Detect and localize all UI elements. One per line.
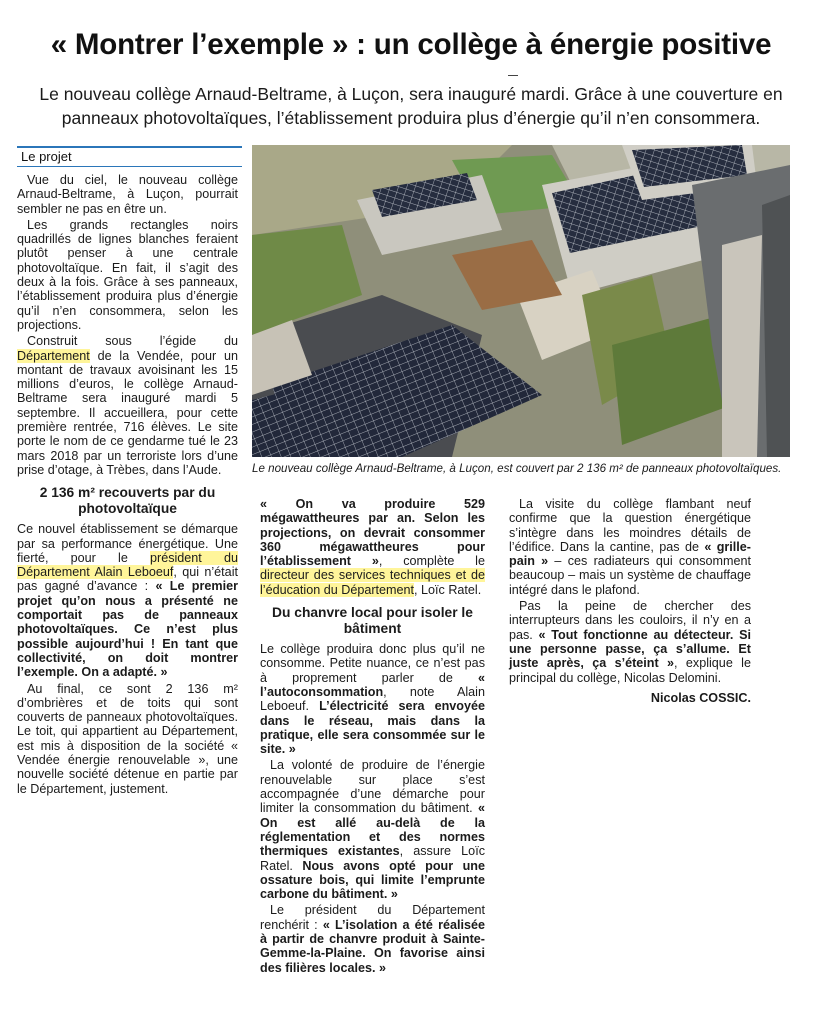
- highlighted-text: Département: [17, 348, 90, 363]
- section-rubric: Le projet: [17, 146, 242, 167]
- photo-caption: Le nouveau collège Arnaud-Beltrame, à Luçon, est couvert par 2 136 m² de panneaux photovoltaïques.: [252, 462, 782, 475]
- paragraph: [509, 497, 751, 597]
- standfirst: Le nouveau collège Arnaud-Beltrame, à Luçon, sera inauguré mardi. Grâce à une couverture en panneaux photovoltaïques, l’établissement produira plus d’énergie qu’il n’en consommera.: [39, 84, 783, 128]
- paragraph: [260, 903, 485, 974]
- paragraph: Vue du ciel, le nouveau collège Arnaud-Beltrame, à Luçon, pourrait sembler ne pas en être un.: [17, 173, 238, 216]
- text: Ce nouvel établissement se démarque par sa performance énergétique. Une fierté, pour le: [17, 522, 238, 565]
- paragraph: Au final, ce sont 2 136 m² d’ombrières et de toits qui sont couverts de panneaux photovoltaïques. Le toit, qui appartient au Département, est mis à disposition de la société « Vendée énergie renouvelable », une nouvelle société détenue en partie par le Département, justement.: [17, 681, 238, 796]
- text: de la Vendée, pour un montant de travaux avoisinant les 15 millions d’euros, le collège Arnaud-Beltrame sera inauguré mardi 5 septembre. Il accueillera, pour cette première rentrée, 716 élèves. Le site porte le nom de ce gendarme tué le 23 mars 2018 par un terroriste lors d’une prise d’otage, à Trèbes, dans l’Aude.: [17, 348, 238, 477]
- article-column-1: [17, 173, 238, 796]
- paragraph: Les grands rectangles noirs quadrillés de lignes blanches feraient plutôt penser à une centrale photovoltaïque. En fait, il s’agit des deux à la fois. Grâce à ses panneaux, l’établissement produira plus d’énergie qu’il n’en consommera, selon les projections.: [17, 217, 238, 332]
- quote: « grille-pain »: [509, 539, 751, 569]
- quote: « On va produire 529 mégawattheures par an. Selon les projections, on devrait consommer 360 mégawattheures pour l’établissement »: [260, 497, 485, 569]
- text: Le président du Département renchérit :: [260, 903, 485, 932]
- text: – ces radiateurs qui consomment beaucoup – mais un système de chauffage intégré dans le plafond.: [509, 554, 751, 597]
- article-column-3: [509, 497, 751, 705]
- aerial-photo: [252, 145, 790, 457]
- subheading: 2 136 m² recouverts par du photovoltaïque: [39, 485, 216, 516]
- subheading: Du chanvre local pour isoler le bâtiment: [272, 605, 473, 636]
- text: , assure Loïc Ratel.: [260, 844, 485, 873]
- quote: Nous avons opté pour une ossature bois, qui limite l’emprunte carbone du bâtiment. »: [260, 858, 485, 902]
- byline: Nicolas COSSIC.: [650, 690, 751, 705]
- text: , qui n’était pas gagné d’avance :: [17, 565, 238, 594]
- text: La visite du collège flambant neuf confirme que la question énergétique s’intègre dans les moindres détails de l’édifice. Dans la cantine, pas de: [509, 497, 751, 554]
- paragraph: [17, 334, 238, 477]
- text: , explique le principal du collège, Nicolas Delomini.: [509, 656, 751, 685]
- text: Pas la peine de chercher des interrupteurs dans les couloirs, il n’y en a pas.: [509, 599, 751, 642]
- quote: « l’autoconsommation: [260, 670, 485, 699]
- quote: « Le premier projet qu’on nous a présenté ne comportait pas de panneaux photovoltaïques. Ce n’est plus possible aujourd’hui ! En tant que collectivité, on doit montrer l’exemple. On a adapté. »: [17, 579, 239, 680]
- text: , note Alain Leboeuf.: [260, 684, 485, 714]
- highlighted-text: directeur des services techniques et de l’éducation du Département: [260, 568, 485, 597]
- paragraph: [260, 497, 485, 597]
- quote: L’électricité sera envoyée dans le réseau, mais dans la pratique, elle sera consommée sur le site. »: [260, 699, 485, 757]
- text: , Loïc Ratel.: [414, 582, 482, 597]
- text: La volonté de produire de l’énergie renouvelable sur place s’est accompagnée d’une démarche pour limiter la consommation du bâtiment.: [260, 758, 485, 816]
- paragraph: [260, 758, 485, 901]
- photo-illustration: [252, 145, 790, 457]
- quote: « Tout fonctionne au détecteur. Si une personne passe, ça s’allume. Et juste après, ça s’éteint »: [509, 627, 751, 671]
- highlighted-text: président du Département Alain Leboeuf: [17, 550, 238, 580]
- divider: [508, 75, 518, 76]
- quote: « On est allé au-delà de la réglementation et des normes thermiques existantes: [260, 801, 485, 859]
- paragraph: [260, 642, 485, 756]
- paragraph: [509, 599, 751, 685]
- text: Le collège produira donc plus qu’il ne consomme. Petite nuance, ce n’est pas à proprement parler de: [260, 642, 485, 685]
- quote: « L’isolation a été réalisée à partir de chanvre produit à Sainte-Gemme-la-Plaine. On favorise ainsi des filières locales. »: [260, 917, 485, 975]
- headline: « Montrer l’exemple » : un collège à énergie positive: [50, 28, 772, 61]
- text: , complète le: [378, 554, 485, 569]
- paragraph: [17, 522, 238, 679]
- text: Construit sous l’égide du: [27, 334, 238, 349]
- article-column-2: [260, 497, 485, 975]
